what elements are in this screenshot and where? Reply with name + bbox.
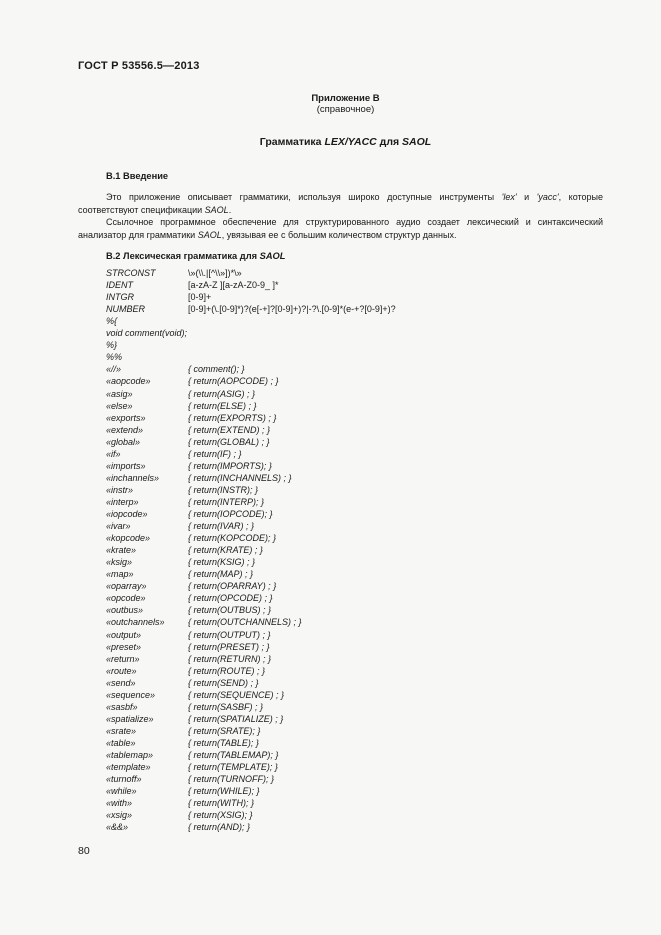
rule-token: «opcode» (106, 593, 146, 604)
rule-action: { return(OPARRAY) ; } (188, 581, 277, 592)
definition-pattern: \»(\\.|[^\\»])*\» (188, 268, 242, 278)
rule-action: { return(WITH); } (188, 798, 255, 809)
rule-action: { return(IF) ; } (188, 448, 242, 459)
rule-token: «sequence» (106, 689, 156, 700)
rule-action: { return(RETURN) ; } (188, 653, 272, 664)
definition-name: INTGR (106, 292, 134, 303)
p2-saol: SAOL (197, 229, 222, 240)
rule-action: { return(SRATE); } (188, 725, 261, 736)
appendix-title: Приложение В (311, 93, 380, 104)
rule-token: «tablemap» (106, 750, 154, 760)
rule-token: «template» (106, 762, 151, 773)
rule-action: { return(OPCODE) ; } (188, 593, 273, 604)
rule-token: «spatialize» (106, 713, 154, 724)
rule-action: { return(SPATIALIZE) ; } (188, 713, 284, 724)
rule-action: { return(INCHANNELS) ; } (188, 472, 292, 483)
section2-heading-saol: SAOL (259, 251, 286, 261)
rule-action: { return(PRESET) ; } (188, 641, 270, 652)
rule-action: { comment(); } (188, 364, 245, 375)
rule-token: «exports» (106, 412, 146, 423)
rule-action: { return(EXTEND) ; } (188, 424, 271, 435)
rule-action: { return(WHILE); } (188, 786, 260, 797)
rule-token: «//» (106, 364, 122, 375)
definition-name: IDENT (106, 280, 133, 291)
rule-token: «inchannels» (106, 472, 160, 483)
rule-token: «preset» (106, 641, 142, 652)
rule-token: «ksig» (106, 557, 133, 568)
rule-token: «with» (106, 798, 133, 809)
rule-token: «xsig» (106, 810, 133, 821)
document-header: ГОСТ Р 53556.5—2013 (78, 60, 200, 72)
rule-token: «asig» (106, 388, 133, 399)
section-heading-lexical (106, 251, 285, 261)
rule-action: { return(OUTCHANNELS) ; } (188, 617, 302, 628)
grammar-title-saol: SAOL (402, 136, 432, 148)
rule-action: { return(ASIG) ; } (188, 388, 256, 399)
literal-line: %} (106, 340, 118, 351)
rule-token: «iopcode» (106, 509, 148, 519)
rule-action: { return(ELSE) ; } (188, 400, 257, 411)
rule-token: «instr» (106, 484, 134, 495)
p1-yacc: 'yacc' (536, 192, 559, 202)
rule-token: «sasbf» (106, 701, 138, 712)
definition-pattern: [a-zA-Z ][a-zA-Z0-9_ ]* (188, 280, 279, 291)
literal-line: %{ (106, 316, 118, 327)
literal-line: void comment(void); (106, 328, 188, 339)
rule-token: «kopcode» (106, 533, 151, 544)
rule-action: { return(XSIG); } (188, 810, 253, 821)
rule-action: { return(IVAR) ; } (188, 521, 255, 532)
rule-token: «krate» (106, 545, 137, 556)
definition-name: NUMBER (106, 304, 146, 315)
rule-action: { return(TABLE); } (188, 737, 259, 748)
literal-line: %% (106, 352, 123, 363)
section2-heading-text: В.2 Лексическая грамматика для (106, 251, 260, 261)
rule-token: «route» (106, 665, 137, 676)
rule-token: «send» (106, 677, 136, 688)
rule-token: «while» (106, 786, 137, 797)
rule-token: «imports» (106, 460, 146, 471)
rule-action: { return(EXPORTS) ; } (188, 412, 277, 423)
grammar-title-lexyacc: LEX/YACC (324, 136, 377, 148)
rule-action: { return(TABLEMAP); } (188, 750, 279, 760)
rule-action: { return(AND); } (188, 822, 251, 833)
rule-action: { return(INTERP); } (188, 496, 265, 507)
rule-action: { return(ROUTE) ; } (188, 665, 266, 676)
rule-token: «srate» (106, 725, 137, 736)
definition-name: STRCONST (106, 268, 156, 278)
rule-token: «outbus» (106, 605, 144, 616)
rule-action: { return(KSIG) ; } (188, 557, 256, 568)
intro-paragraph-1 (78, 191, 603, 216)
p2-text-a: Ссылочное программное обеспечение для структурированного аудио создает лексический и синтаксический анализатор для грамматики (78, 217, 603, 240)
rule-token: «interp» (106, 496, 139, 507)
rule-token: «aopcode» (106, 376, 151, 387)
p1-lex: 'lex' (501, 192, 517, 202)
page-number: 80 (78, 845, 90, 857)
rule-token: «if» (106, 448, 121, 459)
intro-paragraph-2 (78, 216, 603, 241)
rule-token: «map» (106, 569, 134, 580)
rule-action: { return(MAP) ; } (188, 569, 254, 580)
rule-action: { return(KRATE) ; } (188, 545, 263, 556)
definition-pattern: [0-9]+ (188, 292, 212, 303)
p1-text-g: . (228, 204, 232, 215)
rule-token: «global» (106, 436, 141, 447)
rule-token: «output» (106, 629, 142, 640)
rule-action: { return(OUTBUS) ; } (188, 605, 272, 616)
rule-action: { return(OUTPUT) ; } (188, 629, 271, 640)
rule-action: { return(INSTR); } (188, 484, 259, 495)
rule-action: { return(SEND) ; } (188, 677, 259, 688)
rule-action: { return(TEMPLATE); } (188, 762, 278, 773)
p1-text-e: , которые соответствуют спецификации (78, 192, 604, 215)
p1-text-c: и (516, 192, 537, 202)
rule-token: «return» (106, 653, 140, 664)
section-heading-intro: В.1 Введение (106, 171, 169, 181)
rule-token: «outchannels» (106, 617, 165, 628)
rule-action: { return(AOPCODE) ; } (188, 376, 279, 387)
appendix-subtitle: (справочное) (316, 104, 375, 115)
p1-text-a: Это приложение описывает грамматики, используя широко доступные инструменты (106, 192, 502, 202)
grammar-title-mid: для (376, 136, 403, 148)
rule-token: «oparray» (106, 581, 147, 592)
rule-action: { return(TURNOFF); } (188, 774, 275, 785)
grammar-title (0, 136, 661, 148)
p2-text-c: , увязывая ее с большим количеством структур данных. (221, 229, 457, 240)
rule-token: «table» (106, 737, 136, 748)
rule-token: «else» (106, 400, 133, 411)
definition-pattern: [0-9]+(\.[0-9]*)?(e[-+]?[0-9]+)?|-?\.[0-9]*(e-+?[0-9]+)? (188, 304, 396, 315)
rule-token: «&&» (106, 822, 129, 833)
rule-action: { return(IMPORTS); } (188, 460, 272, 471)
rule-action: { return(SEQUENCE) ; } (188, 689, 285, 700)
rule-action: { return(IOPCODE); } (188, 509, 273, 519)
rule-action: { return(KOPCODE); } (188, 533, 277, 544)
rule-token: «extend» (106, 424, 144, 435)
rule-action: { return(GLOBAL) ; } (188, 436, 270, 447)
p1-saol: SAOL (204, 204, 229, 215)
rule-token: «ivar» (106, 521, 131, 532)
rule-action: { return(SASBF) ; } (188, 701, 264, 712)
rule-token: «turnoff» (106, 774, 142, 785)
grammar-title-prefix: Грамматика (259, 136, 325, 148)
